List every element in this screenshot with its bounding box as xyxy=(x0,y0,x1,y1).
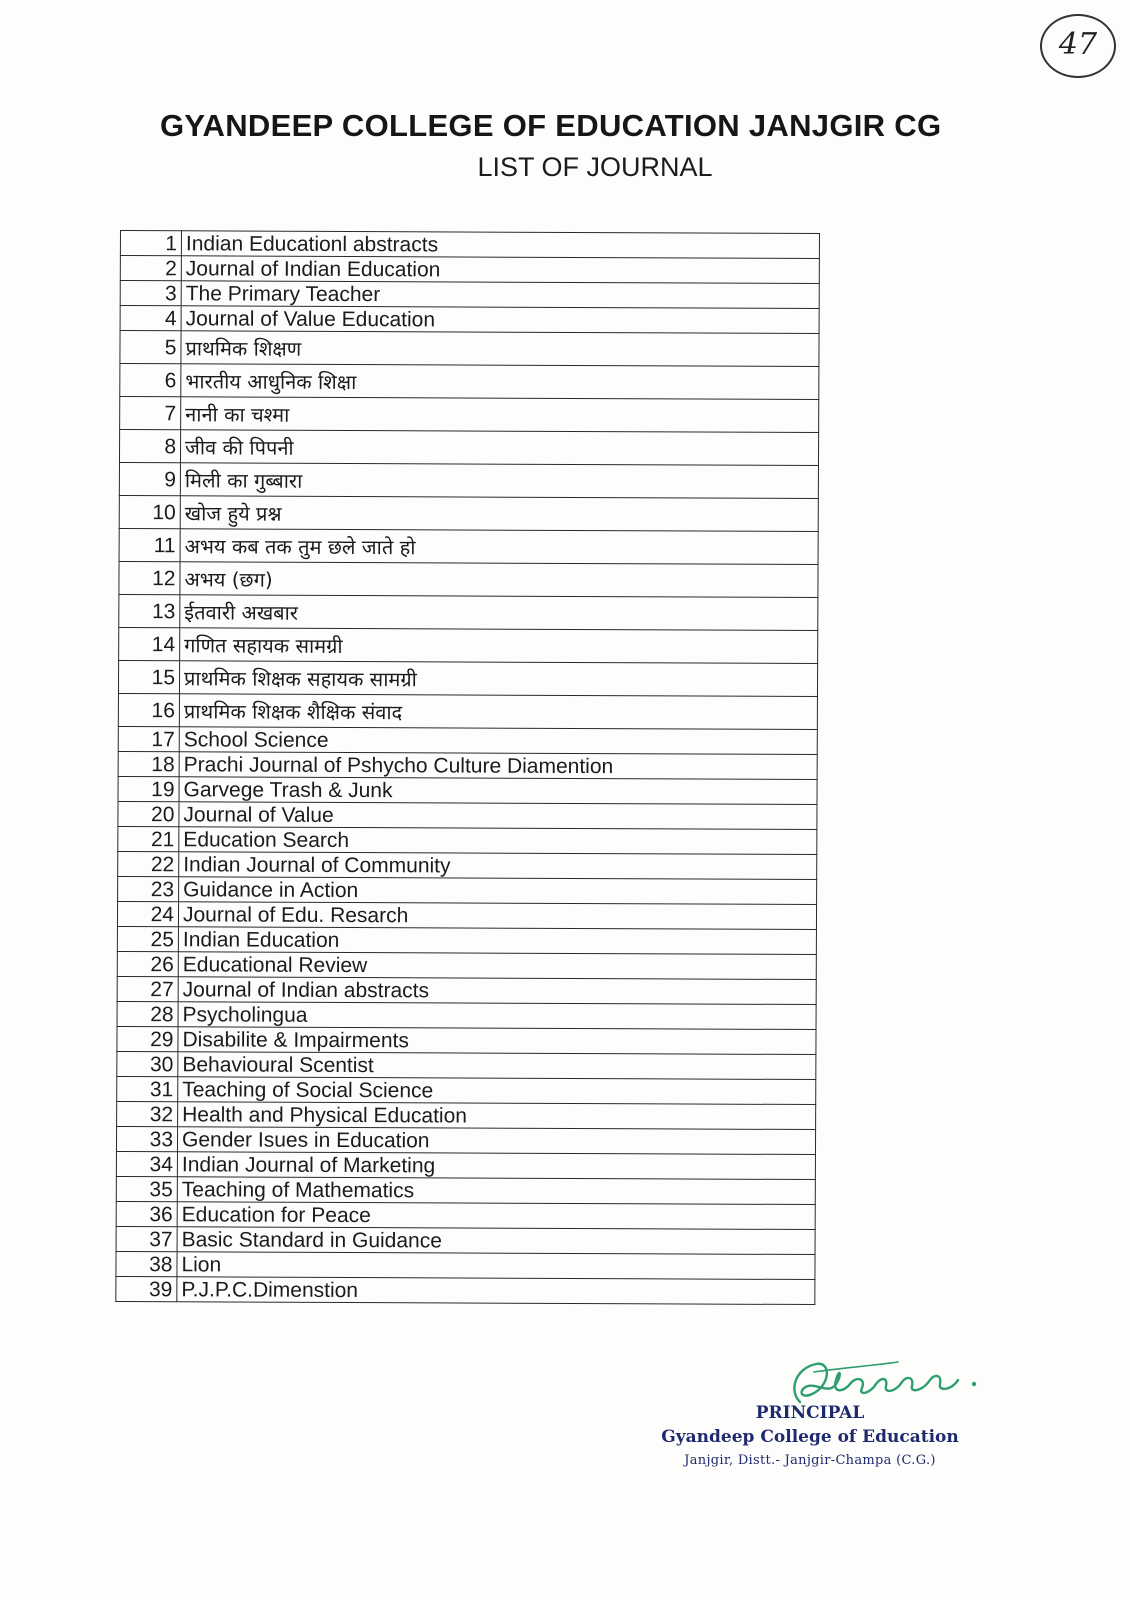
journal-name: Teaching of Social Science xyxy=(178,1077,816,1105)
journal-name: Teaching of Mathematics xyxy=(177,1177,815,1205)
table-row xyxy=(118,801,817,829)
journal-name: Guidance in Action xyxy=(179,877,817,905)
journal-name: गणित सहायक सामग्री xyxy=(180,628,818,664)
journal-number: 5 xyxy=(120,331,181,364)
table-row xyxy=(117,901,816,929)
table-row xyxy=(118,660,817,696)
journal-name: Psycholingua xyxy=(178,1002,816,1030)
journal-number: 29 xyxy=(117,1026,178,1051)
stamp-address: Janjgir, Distt.- Janjgir-Champa (C.G.) xyxy=(684,1453,936,1468)
journal-number: 17 xyxy=(118,726,179,751)
table-row xyxy=(117,1076,816,1104)
table-row xyxy=(116,1251,815,1279)
journal-name: मिली का गुब्बारा xyxy=(180,463,818,499)
journal-name: Journal of Value xyxy=(179,802,817,830)
journal-number: 11 xyxy=(119,528,180,561)
journal-number: 24 xyxy=(117,901,178,926)
table-row xyxy=(119,462,818,498)
table-row xyxy=(116,1176,815,1204)
journal-number: 6 xyxy=(120,364,181,397)
journal-name: School Science xyxy=(179,727,817,755)
table-row xyxy=(120,231,819,259)
journal-number: 14 xyxy=(119,627,180,660)
journal-name: प्राथमिक शिक्षक शैक्षिक संवाद xyxy=(179,694,817,730)
journal-name: Journal of Value Education xyxy=(181,306,819,334)
journal-number: 19 xyxy=(118,776,179,801)
journal-number: 26 xyxy=(117,951,178,976)
journal-name: जीव की पिपनी xyxy=(180,430,818,466)
journal-name: Lion xyxy=(177,1252,815,1280)
table-row xyxy=(120,281,819,309)
journal-name: प्राथमिक शिक्षण xyxy=(181,331,819,367)
table-row xyxy=(118,776,817,804)
journal-number: 32 xyxy=(117,1101,178,1126)
journal-name: अभय कब तक तुम छले जाते हो xyxy=(180,529,818,565)
journal-name: Indian Journal of Marketing xyxy=(177,1152,815,1180)
journal-number: 39 xyxy=(116,1276,177,1301)
journal-name: Basic Standard in Guidance xyxy=(177,1227,815,1255)
table-row xyxy=(117,1101,816,1129)
table-row xyxy=(119,430,818,466)
journal-number: 27 xyxy=(117,976,178,1001)
journal-number: 31 xyxy=(117,1076,178,1101)
table-row xyxy=(119,594,818,630)
journal-name: Journal of Edu. Resarch xyxy=(178,902,816,930)
journal-number: 13 xyxy=(119,594,180,627)
journal-number: 7 xyxy=(120,397,181,430)
page-title: GYANDEEP COLLEGE OF EDUCATION JANJGIR CG xyxy=(160,108,942,143)
table-row xyxy=(118,726,817,754)
journal-name: Prachi Journal of Pshycho Culture Diamention xyxy=(179,752,817,780)
journal-number: 8 xyxy=(119,430,180,463)
journal-name: Educational Review xyxy=(178,952,816,980)
journal-number: 25 xyxy=(117,926,178,951)
page-number-circle xyxy=(1040,14,1116,78)
journal-number: 1 xyxy=(120,231,181,256)
journal-number: 4 xyxy=(120,306,181,331)
journal-name: Garvege Trash & Junk xyxy=(179,777,817,805)
journal-table xyxy=(115,230,820,1305)
journal-name: अभय (छग) xyxy=(180,562,818,598)
table-row xyxy=(119,627,818,663)
journal-table-body xyxy=(116,231,820,1305)
table-row xyxy=(118,876,817,904)
table-row xyxy=(119,528,818,564)
table-row xyxy=(120,331,819,367)
stamp-org: Gyandeep College of Education xyxy=(661,1427,959,1447)
table-row xyxy=(120,306,819,334)
journal-number: 33 xyxy=(116,1126,177,1151)
journal-name: नानी का चश्मा xyxy=(181,397,819,433)
table-row xyxy=(119,495,818,531)
journal-name: प्राथमिक शिक्षक सहायक सामग्री xyxy=(179,661,817,697)
journal-number: 21 xyxy=(118,826,179,851)
table-row xyxy=(118,851,817,879)
journal-name: Indian Educationl abstracts xyxy=(181,231,819,259)
table-row xyxy=(117,1051,816,1079)
table-row xyxy=(116,1226,815,1254)
table-row xyxy=(116,1126,815,1154)
stamp-title: PRINCIPAL xyxy=(755,1403,865,1423)
journal-name: खोज हुये प्रश्न xyxy=(180,496,818,532)
page-number: 47 xyxy=(1058,27,1098,62)
table-row xyxy=(117,976,816,1004)
journal-number: 10 xyxy=(119,495,180,528)
journal-number: 30 xyxy=(117,1051,178,1076)
table-row xyxy=(117,951,816,979)
journal-name: Journal of Indian abstracts xyxy=(178,977,816,1005)
journal-name: Gender Isues in Education xyxy=(177,1127,815,1155)
page-subtitle: LIST OF JOURNAL xyxy=(477,152,713,182)
journal-name: Indian Education xyxy=(178,927,816,955)
journal-number: 12 xyxy=(119,561,180,594)
table-row xyxy=(118,751,817,779)
table-row xyxy=(117,1001,816,1029)
journal-number: 15 xyxy=(118,660,179,693)
journal-name: भारतीय आधुनिक शिक्षा xyxy=(181,364,819,400)
table-row xyxy=(120,256,819,284)
journal-number: 35 xyxy=(116,1176,177,1201)
journal-number: 2 xyxy=(120,256,181,281)
table-row xyxy=(118,826,817,854)
journal-number: 16 xyxy=(118,693,179,726)
journal-number: 22 xyxy=(118,851,179,876)
journal-name: Education for Peace xyxy=(177,1202,815,1230)
journal-number: 38 xyxy=(116,1251,177,1276)
journal-name: Journal of Indian Education xyxy=(181,256,819,284)
table-row xyxy=(116,1151,815,1179)
table-row xyxy=(117,1026,816,1054)
journal-number: 20 xyxy=(118,801,179,826)
journal-number: 28 xyxy=(117,1001,178,1026)
journal-name: The Primary Teacher xyxy=(181,281,819,309)
journal-number: 34 xyxy=(116,1151,177,1176)
journal-name: Education Search xyxy=(179,827,817,855)
table-row xyxy=(116,1276,815,1304)
table-row xyxy=(118,693,817,729)
journal-name: Behavioural Scentist xyxy=(178,1052,816,1080)
journal-name: Health and Physical Education xyxy=(178,1102,816,1130)
journal-number: 23 xyxy=(118,876,179,901)
journal-number: 37 xyxy=(116,1226,177,1251)
principal-stamp xyxy=(660,1403,960,1468)
journal-name: Disabilite & Impairments xyxy=(178,1027,816,1055)
table-row xyxy=(120,364,819,400)
journal-name: Indian Journal of Community xyxy=(179,852,817,880)
table-row xyxy=(119,561,818,597)
journal-number: 9 xyxy=(119,462,180,495)
journal-number: 36 xyxy=(116,1201,177,1226)
journal-name: P.J.P.C.Dimenstion xyxy=(177,1277,815,1305)
journal-number: 3 xyxy=(120,281,181,306)
table-row xyxy=(116,1201,815,1229)
journal-number: 18 xyxy=(118,751,179,776)
journal-name: ईतवारी अखबार xyxy=(180,595,818,631)
table-row xyxy=(120,397,819,433)
table-row xyxy=(117,926,816,954)
